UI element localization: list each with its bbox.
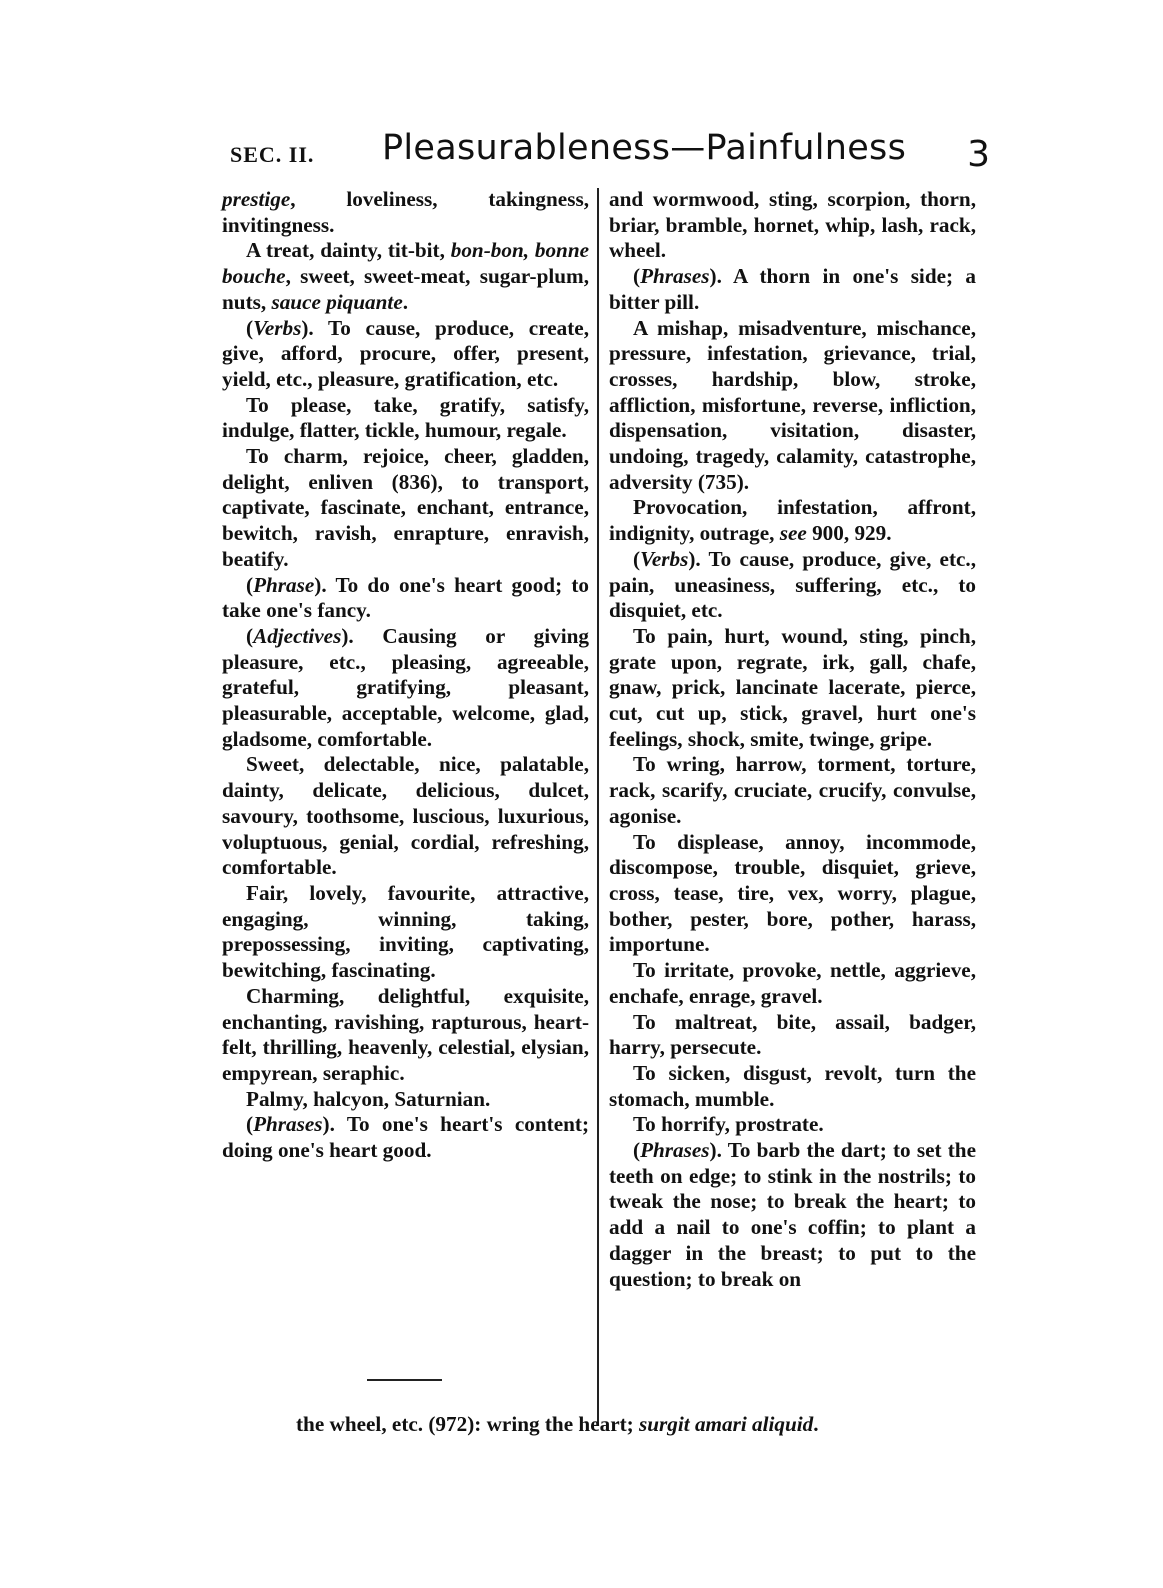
paragraph: To wring, harrow, torment, torture, rack, scarify, cruciate, crucify, convulse, agonise. [609,752,976,828]
closing-line: the wheel, etc. (972): wring the heart; surgit amari aliquid. [296,1412,819,1436]
paragraph: and wormwood, sting, scorpion, thorn, briar, bramble, hornet, whip, lash, rack, wheel. [609,187,976,263]
page-title: Pleasurableness—Painfulness [382,128,907,168]
running-head [230,128,990,188]
paragraph: Provocation, infestation, affront, indignity, outrage, see 900, 929. [609,495,976,546]
paragraph: To please, take, gratify, satisfy, indulge, flatter, tickle, humour, regale. [222,392,589,443]
left-column [222,187,589,1164]
paragraph: A mishap, misadventure, mischance, pressure, infestation, grievance, trial, crosses, hardship, blow, stroke, affliction, misfortune, reverse, infliction, dispensation, visitation, disaster, undoing, tragedy, calamity, catastrophe, adversity (735). [609,315,976,494]
paragraph: (Phrase). To do one's heart good; to take one's fancy. [222,572,589,623]
page-number: 3 [967,134,990,175]
paragraph: (Verbs). To cause, produce, give, etc., pain, uneasiness, suffering, etc., to disquiet, etc. [609,546,976,623]
paragraph: prestige, loveliness, takingness, invitingness. [222,187,589,237]
section-label: SEC. II. [230,142,315,167]
paragraph: To pain, hurt, wound, sting, pinch, grate upon, regrate, irk, gall, chafe, gnaw, prick, lancinate lacerate, pierce, cut, cut up, stick, gravel, hurt one's feelings, shock, smite, twinge, gripe. [609,623,976,751]
section-end-rule [367,1379,442,1381]
paragraph: (Verbs). To cause, produce, create, give, afford, procure, offer, present, yield, etc., pleasure, gratification, etc. [222,315,589,391]
paragraph: A treat, dainty, tit-bit, bon-bon, bonne bouche, sweet, sweet-meat, sugar-plum, nuts, sauce piquante. [222,238,590,314]
paragraph: To maltreat, bite, assail, badger, harry, persecute. [609,1009,976,1060]
column-divider [597,188,599,1426]
paragraph: Fair, lovely, favourite, attractive, engaging, winning, taking, prepossessing, inviting, captivating, bewitching, fascinating. [222,880,589,983]
paragraph: (Phrases). A thorn in one's side; a bitter pill. [609,264,976,314]
paragraph: To displease, annoy, incommode, discompose, trouble, disquiet, grieve, cross, tease, tire, vex, worry, plague, bother, pester, bore, pother, harass, importune. [609,829,976,957]
paragraph: Sweet, delectable, nice, palatable, dainty, delicate, delicious, dulcet, savoury, toothsome, luscious, luxurious, voluptuous, genial, cordial, refreshing, comfortable. [222,752,589,880]
paragraph: Charming, delightful, exquisite, enchanting, ravishing, rapturous, heart-felt, thrilling, heavenly, celestial, elysian, empyrean, seraphic. [222,983,589,1085]
paragraph: To horrify, prostrate. [633,1112,824,1137]
paragraph: (Phrases). To one's heart's content; doing one's heart good. [222,1112,589,1163]
right-column [609,187,976,1292]
paragraph: To irritate, provoke, nettle, aggrieve, enchafe, enrage, gravel. [609,958,976,1008]
paragraph: To sicken, disgust, revolt, turn the stomach, mumble. [609,1060,976,1111]
paragraph: (Phrases). To barb the dart; to set the teeth on edge; to stink in the nostrils; to tweak the nose; to break the heart; to add a nail to one's coffin; to plant a dagger in the breast; to put to the question; to break on [609,1138,976,1291]
paragraph: To charm, rejoice, cheer, gladden, delight, enliven (836), to transport, captivate, fascinate, enchant, entrance, bewitch, ravish, enrapture, enravish, beatify. [222,444,589,571]
paragraph: (Adjectives). Causing or giving pleasure, etc., pleasing, agreeable, grateful, gratifying, pleasant, pleasurable, acceptable, welcome, glad, gladsome, comfortable. [222,623,589,751]
paragraph: Palmy, halcyon, Saturnian. [246,1086,491,1111]
